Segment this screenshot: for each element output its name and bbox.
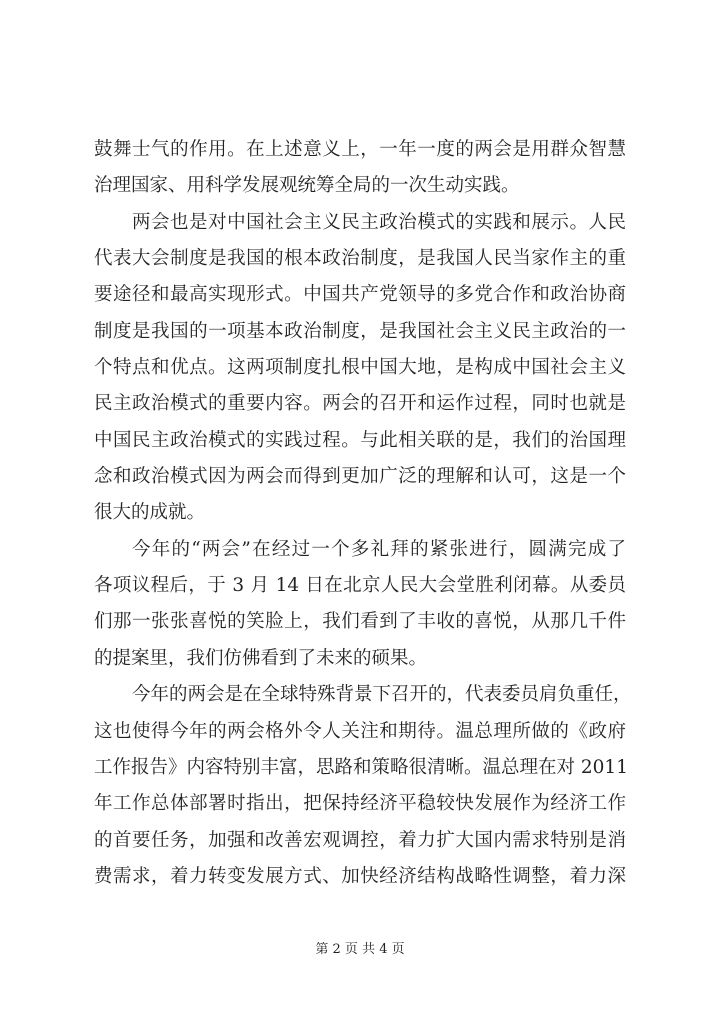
text-line: 的提案里，我们仿佛看到了未来的硕果。 (94, 647, 428, 669)
text-line: 个特点和优点。这两项制度扎根中国大地，是构成中国社会主义 (94, 357, 626, 379)
text-line: 治理国家、用科学发展观统筹全局的一次生动实践。 (94, 175, 520, 197)
text-line: 这也使得今年的两会格外令人关注和期待。温总理所做的《政府 (94, 720, 626, 742)
page-number-footer: 第 2 页 共 4 页 (315, 942, 405, 957)
text-line: 鼓舞士气的作用。在上述意义上，一年一度的两会是用群众智慧 (94, 139, 626, 160)
text-line: 们那一张张喜悦的笑脸上，我们看到了丰收的喜悦，从那几千件 (94, 611, 626, 633)
text-line: 民主政治模式的重要内容。两会的召开和运作过程，同时也就是 (94, 393, 626, 415)
text-line: 费需求，着力转变发展方式、加快经济结构战略性调整，着力深 (94, 865, 626, 887)
text-line: 要途径和最高实现形式。中国共产党领导的多党合作和政治协商 (94, 284, 626, 306)
text-line: 工作报告》内容特别丰富，思路和策略很清晰。温总理在对 2011 (94, 756, 628, 778)
text-line: 今年的两会是在全球特殊背景下召开的，代表委员肩负重任， (132, 684, 632, 706)
text-line: 今年的“两会”在经过一个多礼拜的紧张进行，圆满完成了 (132, 538, 626, 560)
text-line: 很大的成就。 (94, 502, 206, 524)
text-line: 念和政治模式因为两会而得到更加广泛的理解和认可，这是一个 (94, 466, 626, 488)
text-line: 制度是我国的一项基本政治制度，是我国社会主义民主政治的一 (94, 320, 626, 342)
text-line: 各项议程后，于 3 月 14 日在北京人民大会堂胜利闭幕。从委员 (94, 575, 626, 597)
text-line: 中国民主政治模式的实践过程。与此相关联的是，我们的治国理 (94, 429, 626, 451)
text-line: 代表大会制度是我国的根本政治制度，是我国人民当家作主的重 (94, 248, 626, 270)
text-line: 年工作总体部署时指出，把保持经济平稳较快发展作为经济工作 (94, 793, 626, 815)
text-line: 两会也是对中国社会主义民主政治模式的实践和展示。人民 (132, 211, 626, 233)
document-body (94, 132, 632, 895)
text-line: 的首要任务，加强和改善宏观调控，着力扩大国内需求特别是消 (94, 829, 626, 851)
